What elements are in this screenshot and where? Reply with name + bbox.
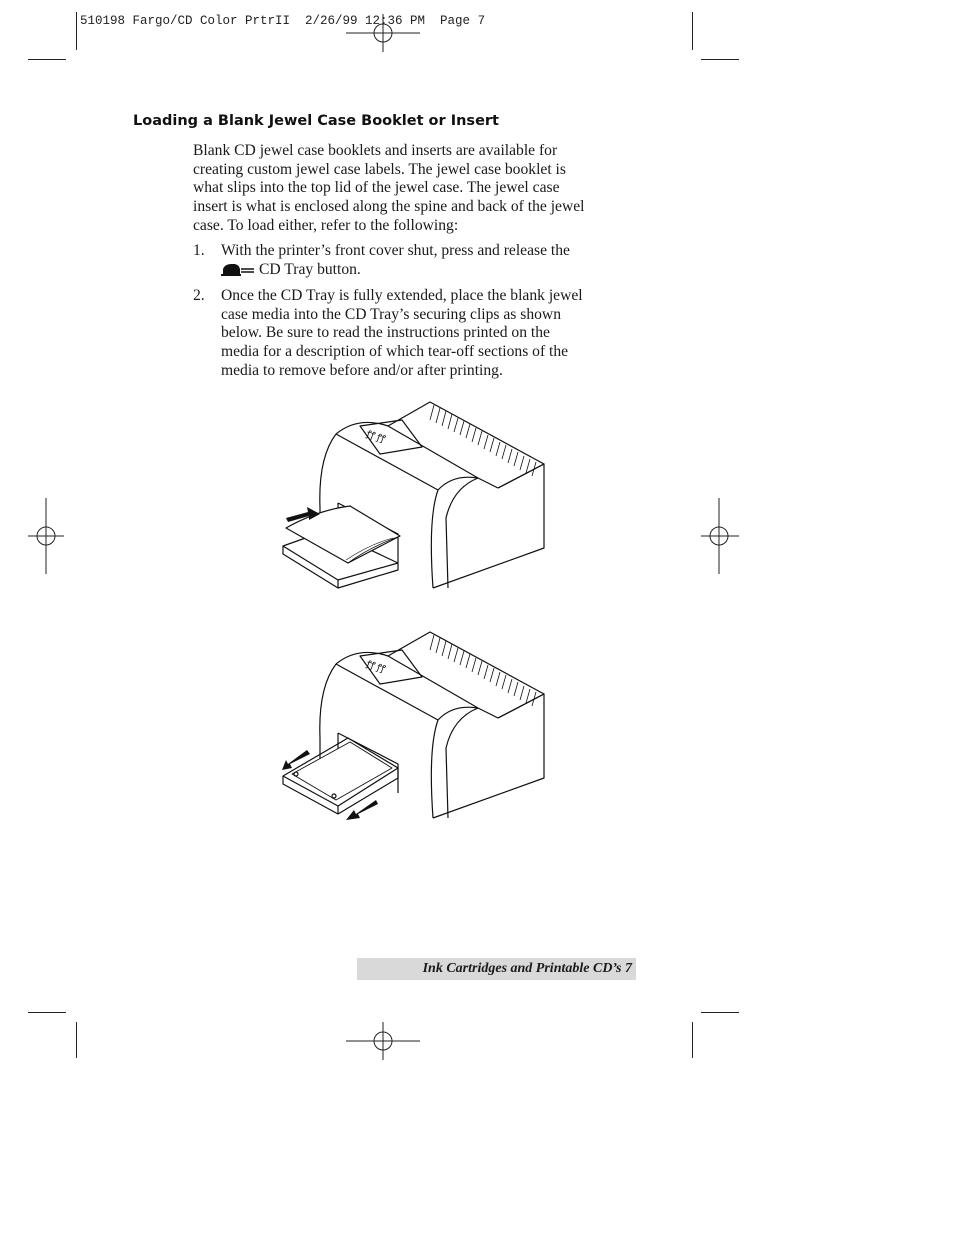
intro-line: case. To load either, refer to the following:: [193, 216, 459, 234]
intro-line: what slips into the top lid of the jewel case. The jewel case: [193, 179, 560, 197]
footer-text: Ink Cartridges and Printable CD’s 7: [422, 961, 632, 976]
section-heading: Loading a Blank Jewel Case Booklet or Insert: [133, 113, 499, 129]
slug-line: 510198 Fargo/CD Color PrtrII 2/26/99 12:36 PM Page 7: [80, 14, 486, 28]
step-number: 1.: [193, 242, 205, 259]
step-line: media to remove before and/or after printing.: [221, 361, 503, 379]
step-line: With the printer’s front cover shut, press and release the: [221, 242, 570, 259]
step-line: media for a description of which tear-off sections of the: [221, 343, 569, 361]
svg-text:ꝭꝭ ꝭꝭ: ꝭꝭ ꝭꝭ: [365, 658, 387, 674]
page-footer: [357, 958, 636, 980]
printer-loading-media-illustration: [278, 398, 550, 594]
step-2: [193, 287, 633, 383]
step-number: 2.: [193, 287, 205, 304]
step-line: case media into the CD Tray’s securing clips as shown: [221, 305, 561, 323]
intro-paragraph: [193, 142, 633, 236]
intro-line: Blank CD jewel case booklets and inserts are available for: [193, 142, 558, 159]
step-line: Once the CD Tray is fully extended, place the blank jewel: [221, 287, 583, 304]
cd-tray-eject-icon: [221, 262, 255, 276]
step-line: CD Tray button.: [259, 260, 361, 278]
step-line: below. Be sure to read the instructions printed on the: [221, 324, 550, 342]
intro-line: insert is what is enclosed along the spine and back of the jewel: [193, 198, 585, 216]
svg-text:ꝭꝭ ꝭꝭ: ꝭꝭ ꝭꝭ: [365, 428, 387, 444]
printer-tray-retract-illustration: [278, 628, 550, 824]
step-1: [193, 242, 633, 282]
intro-line: creating custom jewel case labels. The jewel case booklet is: [193, 160, 566, 178]
